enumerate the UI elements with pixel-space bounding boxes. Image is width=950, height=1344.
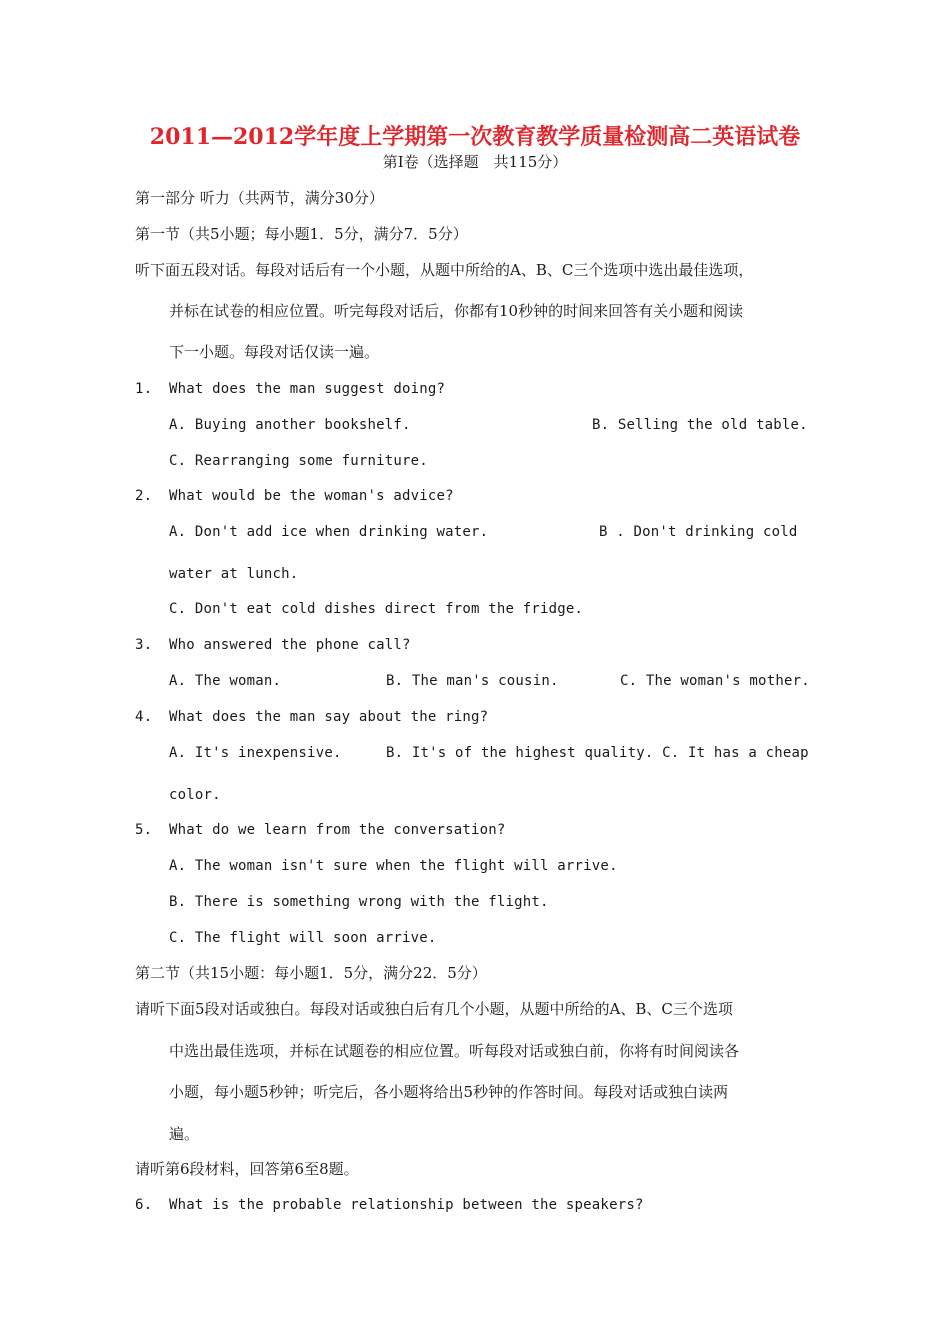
option-a: A. Don't add ice when drinking water. bbox=[169, 524, 489, 540]
question-number: 5. bbox=[135, 822, 153, 838]
option-c: C. The woman's mother. bbox=[620, 673, 810, 689]
question-text: What would be the woman's advice? bbox=[169, 488, 454, 504]
question-number: 4. bbox=[135, 709, 153, 725]
option-b: B. The man's cousin. bbox=[386, 673, 559, 689]
section2-instruction-line: 中选出最佳选项，并标在试题卷的相应位置。听每段对话或独白前，你将有时间阅读各 bbox=[169, 1042, 740, 1060]
section1-instruction-line: 并标在试卷的相应位置。听完每段对话后，你都有10秒钟的时间来回答有关小题和阅读 bbox=[169, 302, 744, 320]
question-text: Who answered the phone call? bbox=[169, 637, 411, 653]
option-c: C. Don't eat cold dishes direct from the fridge. bbox=[169, 601, 584, 617]
question-text: What do we learn from the conversation? bbox=[169, 822, 506, 838]
section1-instruction-line: 下一小题。每段对话仅读一遍。 bbox=[169, 343, 380, 361]
option-c: color. bbox=[169, 787, 221, 803]
question-number: 6. bbox=[135, 1197, 153, 1213]
question-text: What is the probable relationship between the speakers? bbox=[169, 1197, 644, 1213]
option-a: A. Buying another bookshelf. bbox=[169, 417, 411, 433]
section1-instruction-line: 听下面五段对话。每段对话后有一个小题，从题中所给的A、B、C三个选项中选出最佳选项， bbox=[135, 261, 754, 279]
exam-title: 2011—2012学年度上学期第一次教育教学质量检测高二英语试卷 bbox=[149, 124, 801, 150]
question-number: 1. bbox=[135, 381, 153, 397]
question-number: 3. bbox=[135, 637, 153, 653]
question-text: What does the man suggest doing? bbox=[169, 381, 446, 397]
section1-heading: 第一节（共5小题；每小题1．5分，满分7．5分） bbox=[135, 225, 468, 243]
option-c: C. The flight will soon arrive. bbox=[169, 930, 437, 946]
option-b: B . Don't drinking cold bbox=[599, 524, 798, 540]
option-b: B. It's of the highest quality. C. It has a cheap bbox=[386, 745, 809, 761]
question-text: What does the man say about the ring? bbox=[169, 709, 489, 725]
question-number: 2. bbox=[135, 488, 153, 504]
option-c: C. Rearranging some furniture. bbox=[169, 453, 428, 469]
option-b: B. There is something wrong with the flight. bbox=[169, 894, 549, 910]
section2-instruction-line: 请听下面5段对话或独白。每段对话或独白后有几个小题，从题中所给的A、B、C三个选项 bbox=[135, 1000, 733, 1018]
material-note: 请听第6段材料，回答第6至8题。 bbox=[135, 1160, 359, 1178]
option-a: A. The woman isn't sure when the flight will arrive. bbox=[169, 858, 618, 874]
option-b: B. Selling the old table. bbox=[592, 417, 808, 433]
section2-instruction-line: 遍。 bbox=[169, 1125, 200, 1143]
option-b-continued: water at lunch. bbox=[169, 566, 299, 582]
option-a: A. It's inexpensive. bbox=[169, 745, 342, 761]
section2-heading: 第二节（共15小题：每小题1．5分，满分22．5分） bbox=[135, 964, 487, 982]
option-a: A. The woman. bbox=[169, 673, 282, 689]
part1-heading: 第一部分 听力（共两节，满分30分） bbox=[135, 189, 384, 207]
section2-instruction-line: 小题，每小题5秒钟；听完后，各小题将给出5秒钟的作答时间。每段对话或独白读两 bbox=[169, 1083, 729, 1101]
exam-subtitle: 第Ⅰ卷（选择题 共115分） bbox=[382, 153, 568, 171]
